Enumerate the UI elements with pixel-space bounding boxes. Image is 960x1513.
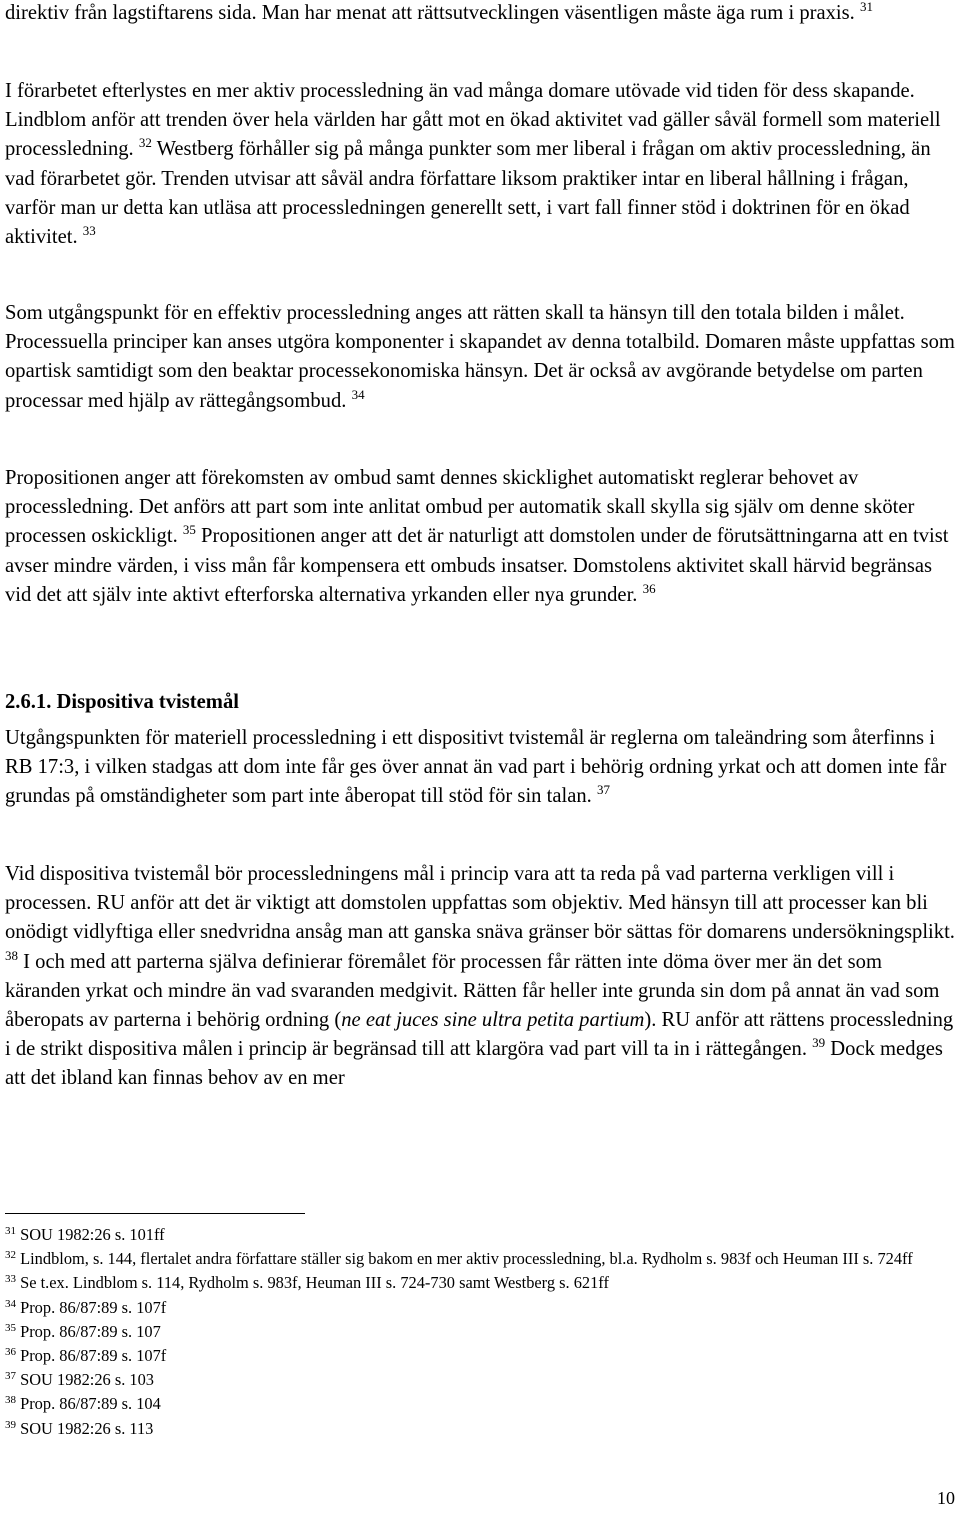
paragraph: Propositionen anger att förekomsten av ombud samt dennes skicklighet automatiskt reglerar behovet av processledning. Det anförs att part som inte anlitat ombud per automatik skall skylla sig själv om denne sköter processen oskickligt. $^{35}$ Propositionen anger att det är naturligt att domstolen under de förutsättningarna att en tvist avser mindre värden, i viss mån får kompensera ett ombuds insatser. Domstolens aktivitet skall härvid begränsas vid det att själv inte aktivt efterforska alternativa yrkanden eller nya grunder. $^{36}$ bbox=[5, 467, 949, 606]
page-number: 10 bbox=[937, 1488, 955, 1508]
footnote-ref[interactable]: 32 bbox=[138, 135, 152, 151]
latin-phrase: ne eat juces sine ultra petita partium bbox=[341, 1009, 645, 1032]
footnote: $^{31}$ SOU 1982:26 s. 101ff bbox=[5, 1225, 165, 1244]
footnote: $^{32}$ Lindblom, s. 144, flertalet andra författare ställer sig bakom en mer aktiv processledning, bl.a. Rydholm s. 983f och Heuman III s. 724ff bbox=[5, 1249, 913, 1269]
footnote-ref[interactable]: 38 bbox=[5, 947, 18, 963]
footnote: $^{36}$ Prop. 86/87:89 s. 107f bbox=[5, 1346, 167, 1366]
footnote: $^{39}$ SOU 1982:26 s. 113 bbox=[5, 1418, 154, 1438]
footnote: $^{38}$ Prop. 86/87:89 s. 104 bbox=[5, 1394, 161, 1414]
footnote-ref[interactable]: 31 bbox=[859, 0, 873, 14]
paragraph: Som utgångspunkt för en effektiv processledning anges att rätten skall ta hänsyn till den totala bilden i målet. Processuella principer kan anses utgöra komponenter i skapandet av denna totalbild. Domaren måste uppfattas som opartisk samtidigt som den beaktar processekonomiska hänsyn. Det är också av avgörande betydelse om parten processar med hjälp av rättegångsombud. $^{34}$ bbox=[5, 302, 955, 412]
footnote-ref[interactable]: 33 bbox=[82, 223, 96, 239]
paragraph: direktiv från lagstiftarens sida. Man har menat att rättsutvecklingen väsentligen måste äga rum i praxis. $^{31}$ bbox=[5, 0, 873, 24]
footnote: $^{37}$ SOU 1982:26 s. 103 bbox=[5, 1370, 154, 1390]
footnote-ref[interactable]: 36 bbox=[642, 580, 656, 596]
section-heading: 2.6.1. Dispositiva tvistemål bbox=[5, 691, 239, 713]
footnote: $^{34}$ Prop. 86/87:89 s. 107f bbox=[5, 1297, 167, 1317]
footnote-ref[interactable]: 34 bbox=[351, 386, 365, 402]
footnote-separator bbox=[5, 1213, 305, 1214]
paragraph: Utgångspunkten för materiell processledning i ett dispositivt tvistemål är reglerna om taleändring som återfinns i RB 17:3, i vilken stadgas att dom inte får ges över annat än vad part i behörig ordning yrkat och att domen inte får grundas på omständigheter som part inte åberopat till stöd för sin talan. $^{37}$ bbox=[5, 727, 947, 808]
footnote-ref[interactable]: 35 bbox=[182, 522, 196, 538]
footnote-ref[interactable]: 39 bbox=[812, 1035, 826, 1051]
footnote-ref[interactable]: 37 bbox=[596, 782, 610, 798]
paragraph: I förarbetet efterlystes en mer aktiv processledning än vad många domare utövade vid tiden för dess skapande. Lindblom anför att trenden över hela världen har gått mot en ökad aktivitet vad gäller såväl formell som materiell processledning. $^{32}$ Westberg förhåller sig på många punkter som mer liberal i frågan om aktiv processledning, än vad förarbetet gör. Trenden utvisar att såväl andra författare liksom praktiker intar en liberal hållning i frågan, varför man ur detta kan utläsa att processledningen generellt sett, i vart fall finner stöd i doktrinen för en ökad aktivitet. $^{33}$ bbox=[5, 80, 941, 249]
footnote: $^{35}$ Prop. 86/87:89 s. 107 bbox=[5, 1321, 161, 1341]
paragraph: Vid dispositiva tvistemål bör processledningens mål i princip vara att ta reda på vad parterna verkligen vill i processen. RU anför att det är viktigt att domstolen uppfattas som objektiv. Med hänsyn till att processer kan bli onödigt vidlyftiga eller snedvridna ansåg man att ganska snäva gränser bör sättas för domarens undersökningsplikt. $^{38}$ I och med att parterna själva definierar föremålet för processen får rätten inte döma över mer än det som käranden yrkat och mindre än vad svaranden medgivit. Rätten får heller inte grunda sin dom på annat än vad som åberopats av parterna i behörig ordning (ne eat juces sine ultra petita partium). RU anför att rättens processledning i de strikt dispositiva målen i princip är begränsad till att klargöra vad part vill ta in i rättegången. $^{39}$ Dock medges att det ibland kan finnas behov av en mer bbox=[5, 863, 955, 1090]
footnotes bbox=[5, 1223, 957, 1441]
footnote: $^{33}$ Se t.ex. Lindblom s. 114, Rydholm s. 983f, Heuman III s. 724-730 samt Westberg s. 621ff bbox=[5, 1273, 609, 1293]
